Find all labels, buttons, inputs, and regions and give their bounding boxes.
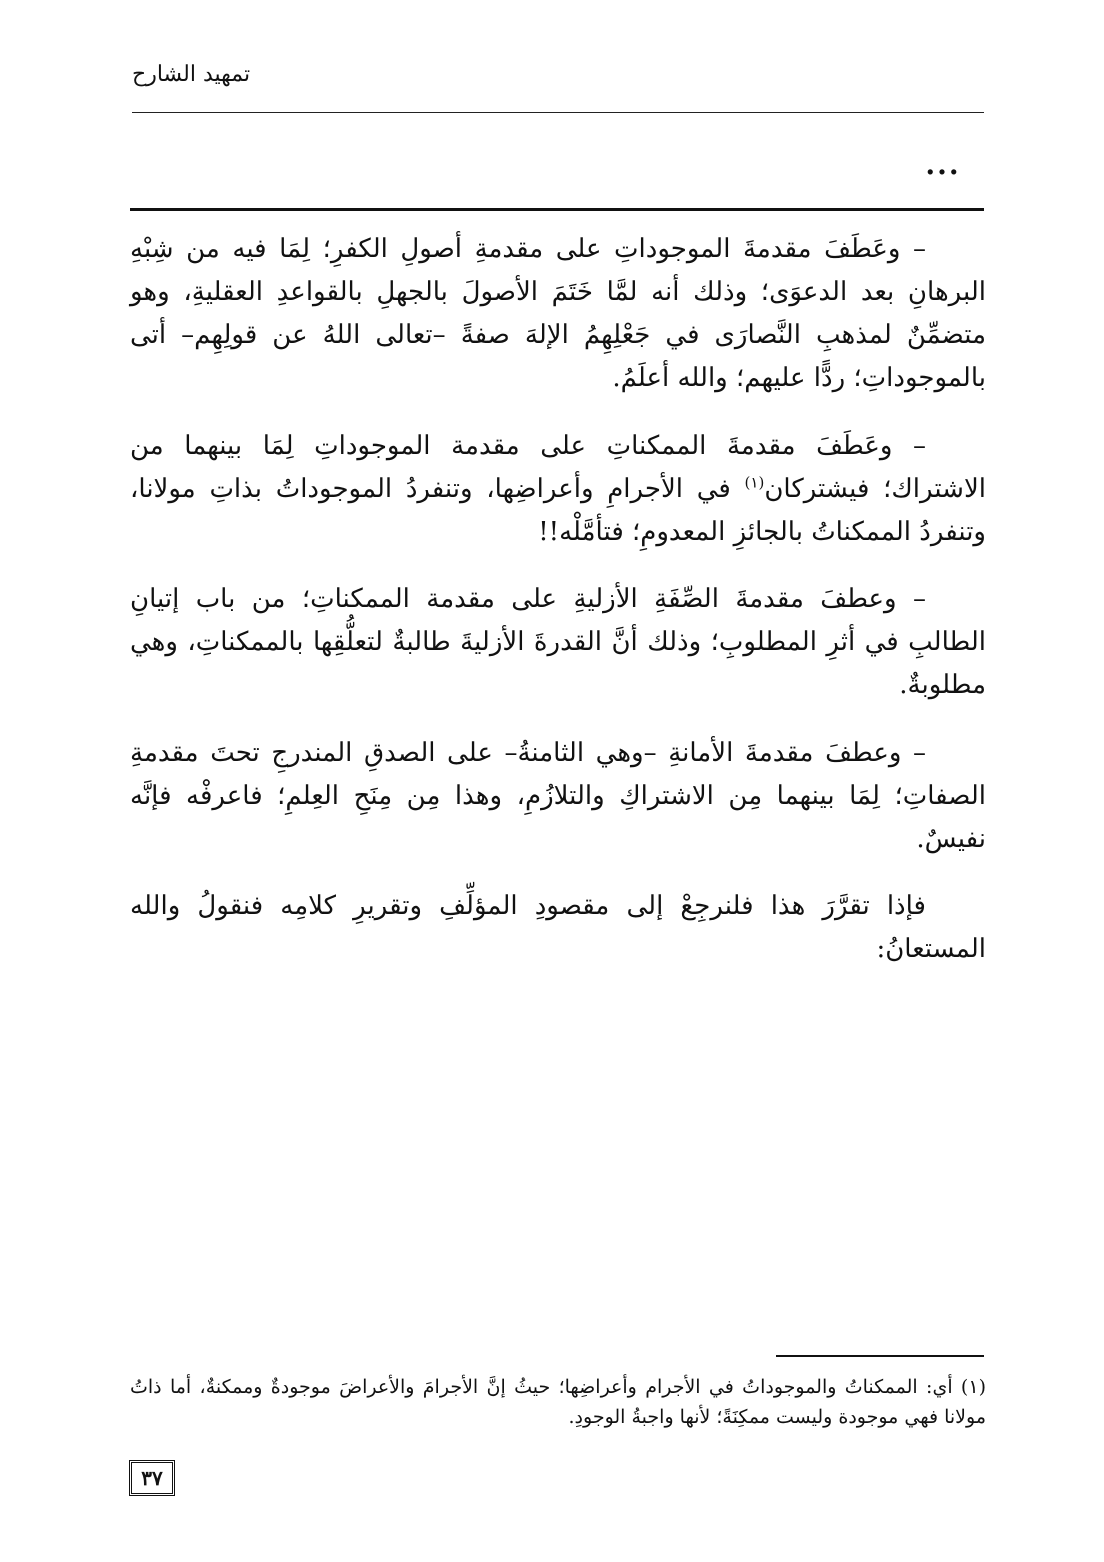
paragraph-3: – وعطفَ مقدمةَ الصِّفَةِ الأزليةِ على مقدمة الممكناتِ؛ من باب إتيانِ الطالبِ في أثرِ المطلوبِ؛ وذلك أنَّ القدرةَ الأزليةَ طالبةٌ لتعلُّقِها بالممكناتِ، وهي مطلوبةٌ. bbox=[130, 584, 986, 701]
page-number: ٣٧ bbox=[129, 1460, 175, 1496]
paragraph-4: – وعطفَ مقدمةَ الأمانةِ –وهي الثامنةُ– على الصدقِ المندرجِ تحتَ مقدمةِ الصفاتِ؛ لِمَا بينهما مِن الاشتراكِ والتلازُمِ، وهذا مِن مِنَحِ العِلمِ؛ فاعرفْه فإنَّه نفيسٌ. bbox=[130, 737, 986, 854]
paragraph-2-part-a: – وعَطَفَ مقدمةَ الممكناتِ على مقدمة الموجوداتِ لِمَا بينهما من الاشتراك؛ فيشتركان bbox=[130, 430, 987, 504]
footnote-text: (١) أي: الممكناتُ والموجوداتُ في الأجرام وأعراضِها؛ حيثُ إنَّ الأجرامَ والأعراضَ موجودةٌ وممكنةٌ، أما ذاتُ مولانا فهي موجودة وليست ممكِنَةً؛ لأنها واجبةُ الوجودِ. bbox=[130, 1376, 986, 1429]
footnote-reference[interactable]: (١) bbox=[744, 473, 765, 492]
running-header-title: تمهيد الشارح bbox=[132, 62, 251, 87]
body-text bbox=[130, 228, 986, 995]
continuation-ellipsis: ... bbox=[925, 148, 961, 181]
paragraph-2-part-b: في الأجرامِ وأعراضِها، وتنفردُ الموجوداتُ بذاتِ مولانا، وتنفردُ الممكناتُ بالجائزِ المعدومِ؛ فتأمَّلْه!! bbox=[130, 473, 986, 547]
header-divider bbox=[132, 112, 984, 113]
paragraph-5: فإذا تقرَّرَ هذا فلنرجِعْ إلى مقصودِ المؤلِّفِ وتقريرِ كلامِه فنقولُ والله المستعانُ: bbox=[130, 891, 986, 965]
body-top-divider bbox=[130, 208, 984, 211]
paragraph-1: – وعَطَفَ مقدمةَ الموجوداتِ على مقدمةِ أصولِ الكفرِ؛ لِمَا فيه من شِبْهِ البرهانِ بعد الدعوَى؛ وذلك أنه لمَّا خَتَمَ الأصولَ بالجهلِ بالقواعدِ العقليةِ، وهو متضمِّنٌ لمذهبِ النَّصارَى في جَعْلِهِمُ الإلهَ صفةً –تعالى اللهُ عن قولِهِم– أتى بالموجوداتِ؛ ردًّا عليهم؛ والله أعلَمُ. bbox=[130, 234, 986, 394]
footnote-divider bbox=[776, 1355, 984, 1357]
paragraph-2 bbox=[130, 425, 986, 554]
